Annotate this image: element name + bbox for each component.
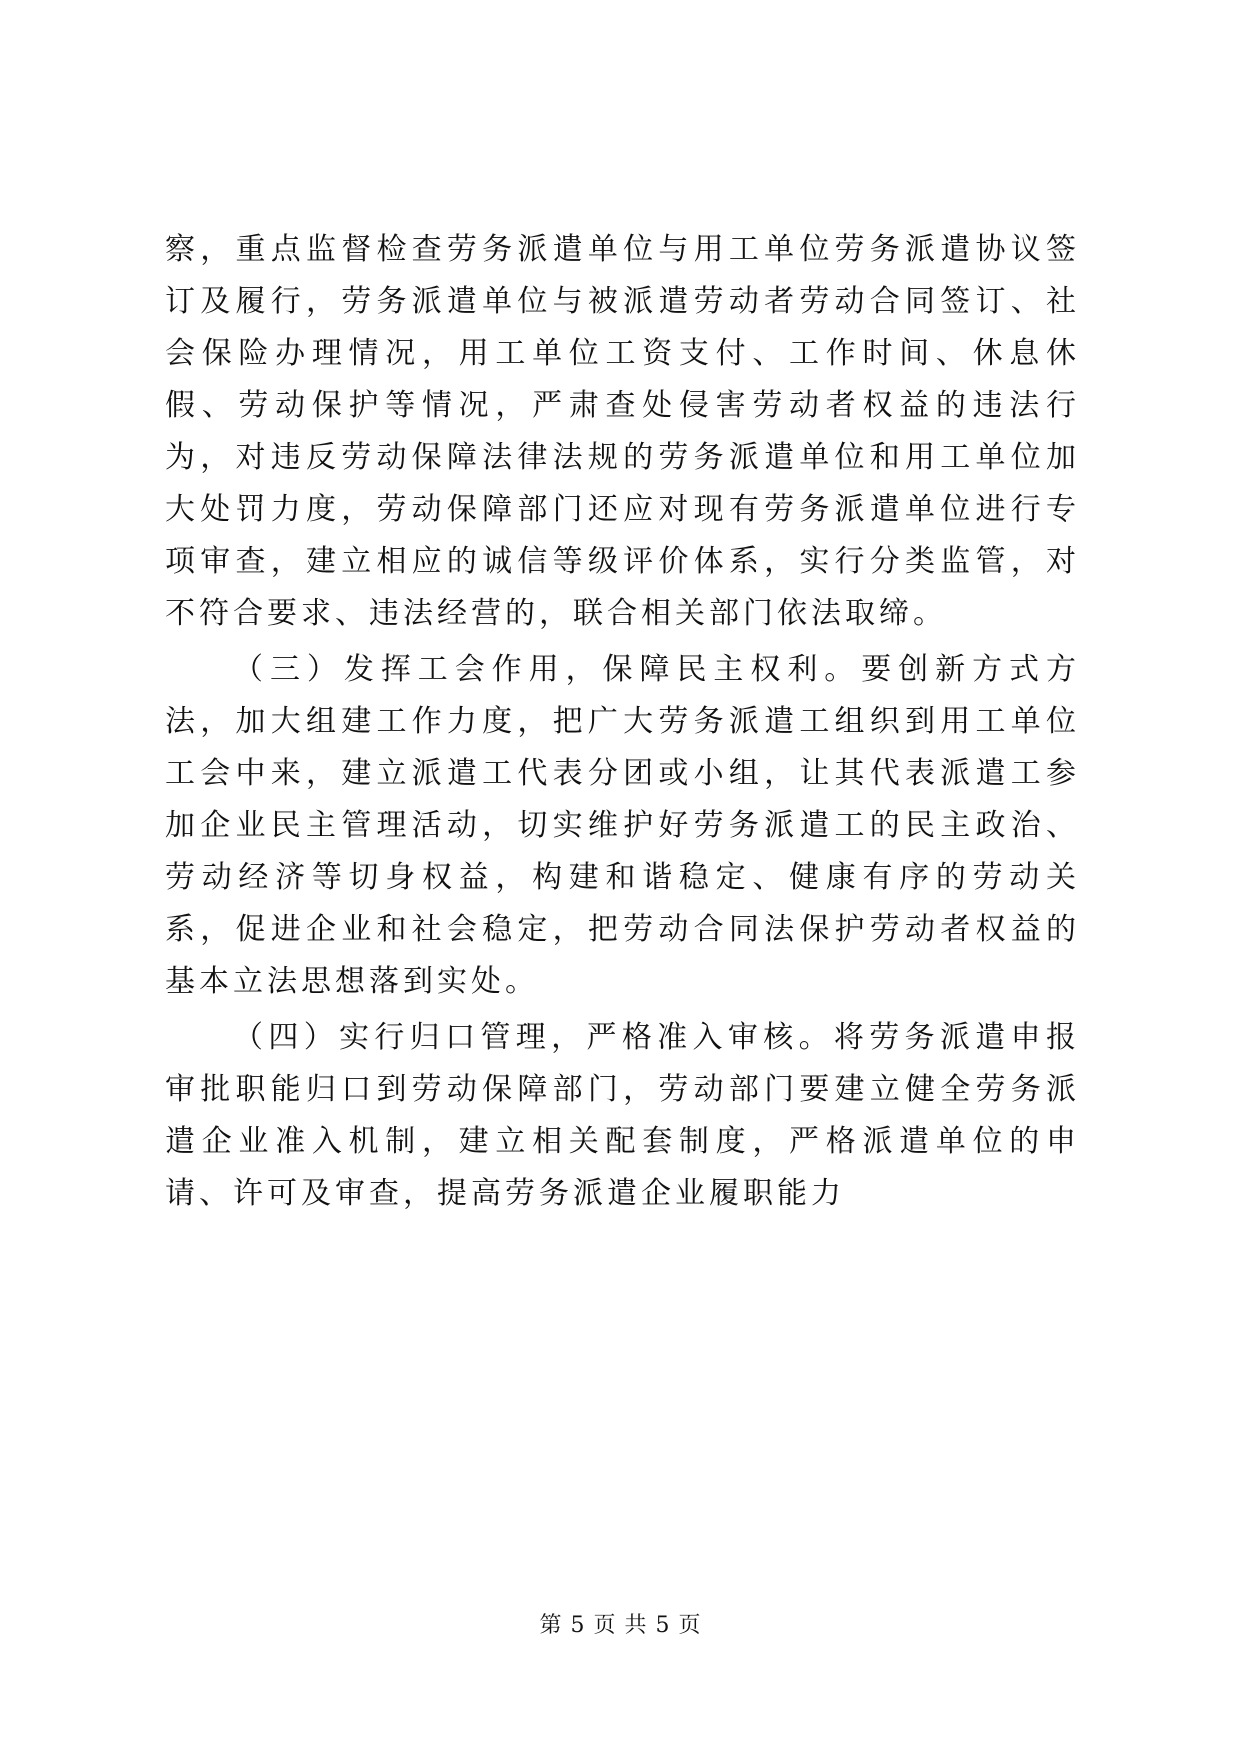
page-number-footer: 第 5 页 共 5 页 — [539, 1613, 702, 1638]
paragraph-continued: 察，重点监督检查劳务派遣单位与用工单位劳务派遣协议签订及履行，劳务派遣单位与被派遣劳动者劳动合同签订、社会保险办理情况，用工单位工资支付、工作时间、休息休假、劳动保护等情况，严肃查处侵害劳动者权益的违法行为，对违反劳动保障法律法规的劳务派遣单位和用工单位加大处罚力度，劳动保障部门还应对现有劳务派遣单位进行专项审查，建立相应的诚信等级评价体系，实行分类监管，对不符合要求、违法经营的，联合相关部门依法取缔。 — [165, 232, 1080, 631]
paragraph-section-4: （四）实行归口管理，严格准入审核。将劳务派遣申报审批职能归口到劳动保障部门，劳动部门要建立健全劳务派遣企业准入机制，建立相关配套制度，严格派遣单位的申请、许可及审查，提高劳务派遣企业履职能力 — [165, 1020, 1080, 1211]
document-body — [165, 224, 1080, 1224]
paragraph-section-3: （三）发挥工会作用，保障民主权利。要创新方式方法，加大组建工作力度，把广大劳务派遣工组织到用工单位工会中来，建立派遣工代表分团或小组，让其代表派遣工参加企业民主管理活动，切实维护好劳务派遣工的民主政治、劳动经济等切身权益，构建和谐稳定、健康有序的劳动关系，促进企业和社会稳定，把劳动合同法保护劳动者权益的基本立法思想落到实处。 — [165, 652, 1080, 999]
